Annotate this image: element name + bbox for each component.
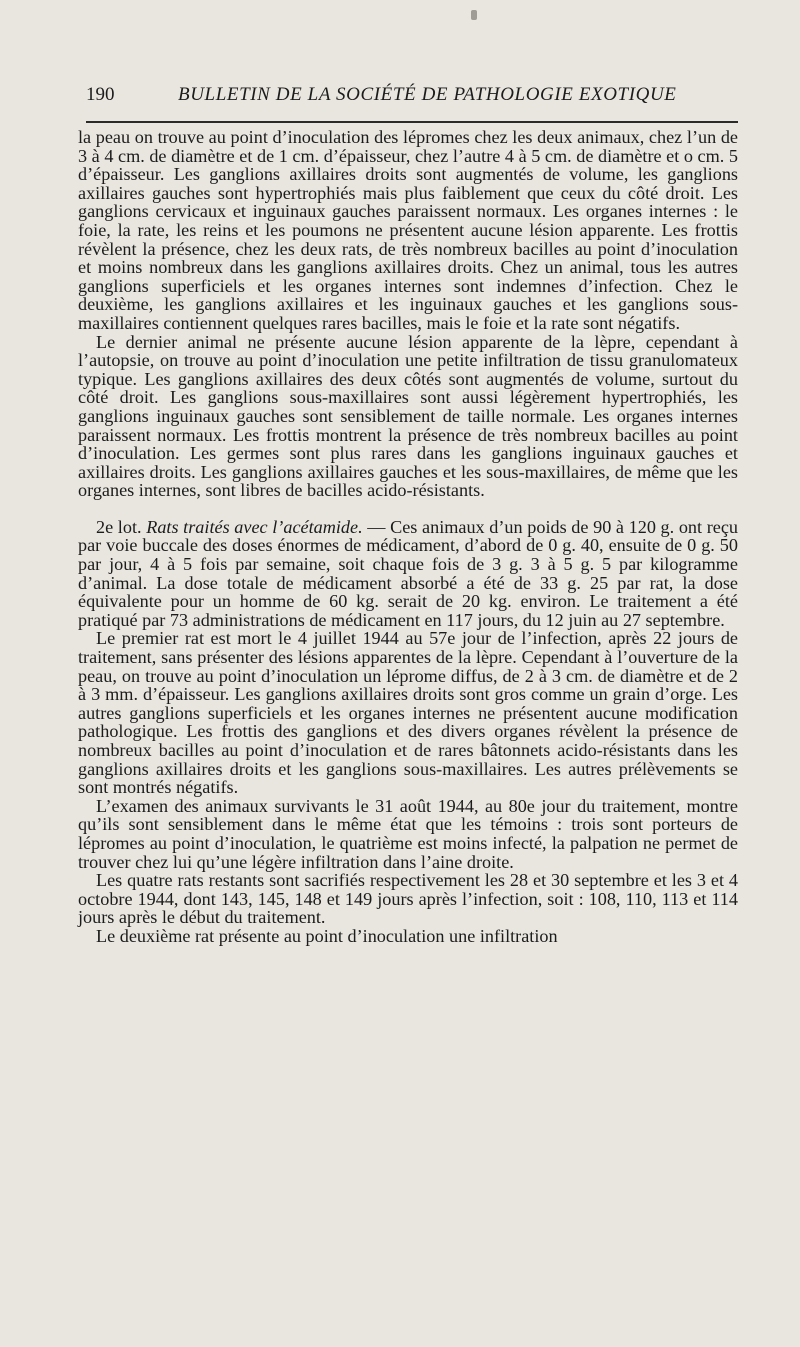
paragraph: Le premier rat est mort le 4 juillet 1944 au 57e jour de l’infection, après 22 jours de traitement, sans présenter des lésions apparentes de la lèpre. Cependant à l’ouverture de la peau, on trouve au point d’inoculation un léprome diffus, de 2 à 3 cm. de diamètre et de 2 à 3 mm. d’épaisseur. Les ganglions axillaires droits sont gros comme un grain d’orge. Les autres ganglions superficiels et les organes internes ne présentent aucune modification pathologique. Les frottis des ganglions et des divers organes révèlent la présence de nombreux bacilles au point d’inoculation et de rares bâtonnets acido-résistants dans les ganglions axillaires droits et les ganglions sous-maxillaires. Les autres prélèvements se sont montrés négatifs. xyxy=(78,628,738,798)
page-number: 190 xyxy=(86,84,115,105)
running-title: BULLETIN DE LA SOCIÉTÉ DE PATHOLOGIE EXOTIQUE xyxy=(178,84,677,105)
paragraph: la peau on trouve au point d’inoculation des lépromes chez les deux animaux, chez l’un de 3 à 4 cm. de diamètre et de 1 cm. d’épaisseur, chez l’autre 4 à 5 cm. de diamètre et o cm. 5 d’épaisseur. Les ganglions axillaires droits sont augmentés de volume, les ganglions axillaires gauches sont hypertrophiés mais plus faiblement que ceux du côté droit. Les ganglions cervicaux et inguinaux gauches paraissent normaux. Les organes internes : le foie, la rate, les reins et les poumons ne présentent aucune lésion apparente. Les frottis révèlent la présence, chez les deux rats, de très nombreux bacilles au point d’inoculation et moins nombreux dans les ganglions axillaires droits. Chez un animal, tous les autres ganglions superficiels et les organes internes sont indemnes d’infection. Chez le deuxième, les ganglions axillaires et les inguinaux gauches et les ganglions sous-maxillaires contiennent quelques rares bacilles, mais le foie et la rate sont négatifs. xyxy=(78,127,738,333)
paragraph: Le dernier animal ne présente aucune lésion apparente de la lèpre, cependant à l’autopsie, on trouve au point d’inoculation une petite infiltration de tissu granulomateux typique. Les ganglions axillaires des deux côtés sont augmentés de volume, surtout du côté droit. Les ganglions sous-maxillaires sont aussi légèrement hypertrophiés, les ganglions inguinaux gauches sont sensiblement de taille normale. Les organes internes paraissent normaux. Les frottis montrent la présence de très nombreux bacilles au point d’inoculation. Les germes sont plus rares dans les ganglions inguinaux gauches et axillaires droits. Les ganglions axillaires gauches et les sous-maxillaires, de même que les organes internes, sont libres de bacilles acido-résistants. xyxy=(78,331,738,501)
print-smudge xyxy=(471,10,477,20)
lot-paragraph xyxy=(78,518,738,630)
paragraph: Les quatre rats restants sont sacrifiés respectivement les 28 et 30 septembre et les 3 et 4 octobre 1944, dont 143, 145, 148 et 149 jours après l’infection, soit : 108, 110, 113 et 114 jours après le début du traitement. xyxy=(78,870,738,928)
body-text xyxy=(78,128,738,946)
paragraph: Le deuxième rat présente au point d’inoculation une infiltration xyxy=(96,925,558,946)
lot-number: 2e lot. xyxy=(96,516,142,537)
lot-title: Rats traités avec l’acétamide. xyxy=(146,516,363,537)
paragraph: — Ces animaux d’un poids de 90 à 120 g. ont reçu par voie buccale des doses énormes de médicament, d’abord de 0 g. 40, ensuite de 0 g. 50 par jour, 4 à 5 fois par semaine, soit chaque fois de 3 g. 3 à 5 g. 5 par kilogramme d’animal. La dose totale de médicament absorbé a été de 33 g. 25 par rat, la dose équivalente pour un homme de 60 kg. serait de 20 kg. environ. Le traitement a été pratiqué par 73 administrations de médicament en 117 jours, du 12 juin au 27 septembre. xyxy=(78,516,739,630)
header-rule xyxy=(86,121,738,123)
page-header xyxy=(86,84,740,118)
paragraph: L’examen des animaux survivants le 31 août 1944, au 80e jour du traitement, montre qu’ils sont sensiblement dans le même état que les témoins : trois sont porteurs de lépromes au point d’inoculation, le quatrième est moins infecté, la palpation ne permet de trouver chez lui qu’une légère infiltration dans l’aine droite. xyxy=(78,795,738,872)
